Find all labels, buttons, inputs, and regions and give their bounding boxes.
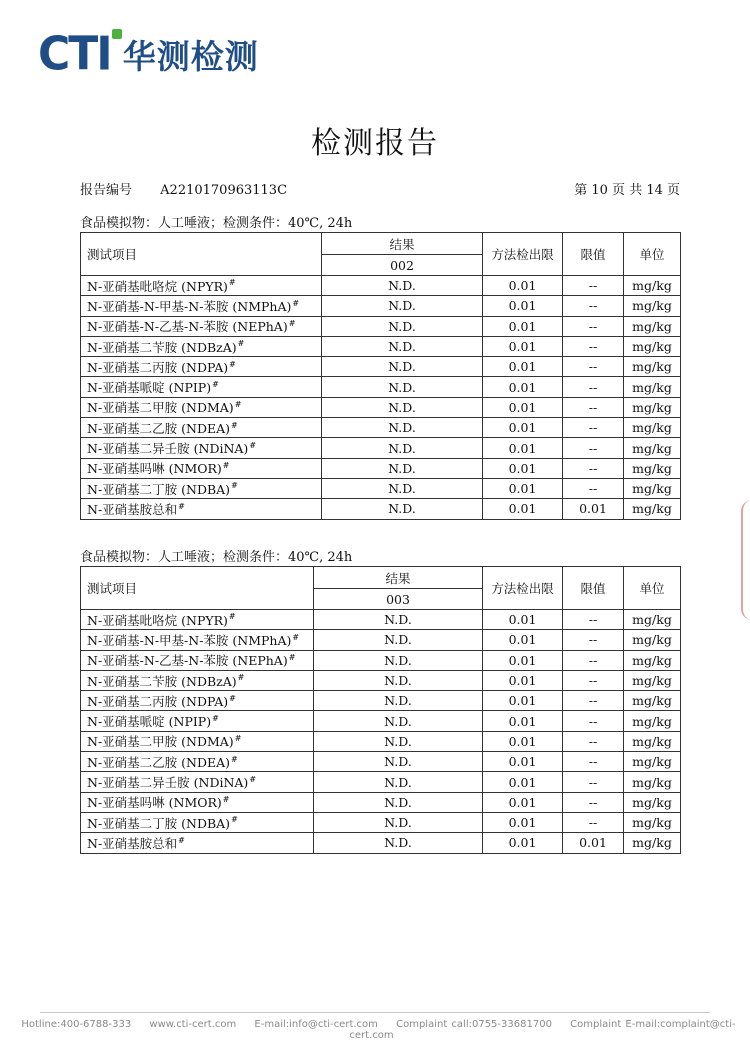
cell-test-item xyxy=(81,772,314,792)
test-item-name: N-亚硝基哌啶 (NPIP) xyxy=(87,714,212,730)
accreditation-mark: # xyxy=(249,774,257,784)
footer-email: E-mail:info@cti-cert.com xyxy=(254,1019,378,1030)
cell-test-item xyxy=(81,691,314,711)
cell-test-item xyxy=(81,397,322,417)
table-row xyxy=(81,357,681,377)
accreditation-mark: # xyxy=(237,339,245,349)
cell-mdl: 0.01 xyxy=(483,731,563,751)
table-row xyxy=(81,316,681,336)
cell-test-item xyxy=(81,336,322,356)
cell-unit: mg/kg xyxy=(624,438,681,458)
results-table-2 xyxy=(80,566,681,854)
cell-limit: -- xyxy=(563,296,624,316)
accreditation-mark: # xyxy=(231,754,238,764)
accreditation-mark: # xyxy=(178,501,185,511)
col-header-item: 测试项目 xyxy=(81,567,314,610)
col-header-sample-id: 002 xyxy=(322,255,483,276)
accreditation-mark: # xyxy=(228,612,236,622)
cell-test-item xyxy=(81,630,314,650)
accreditation-mark: # xyxy=(178,835,185,845)
cell-test-item xyxy=(81,752,314,772)
test-item-name: N-亚硝基胺总和 xyxy=(87,501,178,517)
accreditation-mark: # xyxy=(234,400,242,410)
cell-mdl: 0.01 xyxy=(483,752,563,772)
test-item-name: N-亚硝基二乙胺 (NDEA) xyxy=(87,420,230,436)
cell-unit: mg/kg xyxy=(624,377,681,397)
test-item-name: N-亚硝基二苄胺 (NDBzA) xyxy=(87,339,237,355)
cell-result: N.D. xyxy=(314,833,483,853)
cell-result: N.D. xyxy=(314,772,483,792)
test-item-name: N-亚硝基二苄胺 (NDBzA) xyxy=(87,673,237,689)
cell-mdl: 0.01 xyxy=(483,377,563,397)
cell-result: N.D. xyxy=(314,812,483,832)
page-footer xyxy=(0,1019,750,1041)
test-item-name: N-亚硝基吡咯烷 (NPYR) xyxy=(87,612,228,628)
cell-limit: -- xyxy=(563,336,624,356)
table-body xyxy=(81,276,681,520)
cell-result: N.D. xyxy=(314,731,483,751)
report-meta xyxy=(80,179,680,198)
page-indicator: 第 10 页 共 14 页 xyxy=(574,183,680,198)
cell-test-item xyxy=(81,610,314,630)
table-row xyxy=(81,610,681,630)
col-header-result: 结果 xyxy=(314,567,483,589)
cell-unit: mg/kg xyxy=(624,316,681,336)
col-header-unit: 单位 xyxy=(624,567,681,610)
footer-complaint-email: Complaint E-mail:complaint@cti-cert.com xyxy=(349,1019,736,1041)
cell-limit: -- xyxy=(563,610,624,630)
cell-limit: -- xyxy=(563,418,624,438)
cell-limit: 0.01 xyxy=(563,833,624,853)
cell-result: N.D. xyxy=(314,630,483,650)
cell-test-item xyxy=(81,670,314,690)
cell-unit: mg/kg xyxy=(624,670,681,690)
table-row xyxy=(81,670,681,690)
cell-result: N.D. xyxy=(322,397,483,417)
report-number-label: 报告编号 xyxy=(80,183,133,198)
cell-unit: mg/kg xyxy=(624,276,681,296)
accreditation-mark: # xyxy=(292,298,300,308)
accreditation-mark: # xyxy=(222,461,230,471)
table-row xyxy=(81,397,681,417)
table-row xyxy=(81,731,681,751)
cell-limit: -- xyxy=(563,772,624,792)
test-item-name: N-亚硝基二异壬胺 (NDiNA) xyxy=(87,441,249,457)
cell-mdl: 0.01 xyxy=(483,499,563,519)
cell-test-item xyxy=(81,458,322,478)
table-body xyxy=(81,610,681,854)
cell-test-item xyxy=(81,296,322,316)
cell-result: N.D. xyxy=(314,691,483,711)
table-row xyxy=(81,812,681,832)
logo-green-dot-icon xyxy=(112,29,122,39)
accreditation-mark: # xyxy=(229,693,236,703)
cell-test-item xyxy=(81,812,314,832)
cell-test-item xyxy=(81,833,314,853)
cell-limit: -- xyxy=(563,630,624,650)
cell-unit: mg/kg xyxy=(624,650,681,670)
accreditation-mark: # xyxy=(288,653,296,663)
table-row xyxy=(81,630,681,650)
cell-result: N.D. xyxy=(314,792,483,812)
test-item-name: N-亚硝基-N-乙基-N-苯胺 (NEPhA) xyxy=(87,653,288,669)
cell-test-item xyxy=(81,377,322,397)
table-row xyxy=(81,772,681,792)
cell-unit: mg/kg xyxy=(624,418,681,438)
cell-mdl: 0.01 xyxy=(483,630,563,650)
test-item-name: N-亚硝基二丙胺 (NDPA) xyxy=(87,359,229,375)
table-row xyxy=(81,336,681,356)
col-header-limit: 限值 xyxy=(563,233,624,276)
table-row xyxy=(81,418,681,438)
cell-unit: mg/kg xyxy=(624,792,681,812)
cell-unit: mg/kg xyxy=(624,833,681,853)
cell-result: N.D. xyxy=(322,418,483,438)
cell-mdl: 0.01 xyxy=(483,772,563,792)
table-2-caption: 食品模拟物：人工唾液；检测条件：40℃, 24h xyxy=(80,550,353,565)
logo-chinese-text: 华测检测 xyxy=(122,36,259,76)
col-header-mdl: 方法检出限 xyxy=(483,233,563,276)
cell-mdl: 0.01 xyxy=(483,316,563,336)
page-title: 检测报告 xyxy=(311,126,439,161)
table-row xyxy=(81,276,681,296)
cell-test-item xyxy=(81,650,314,670)
cell-unit: mg/kg xyxy=(624,478,681,498)
accreditation-mark: # xyxy=(231,420,238,430)
cell-limit: -- xyxy=(563,478,624,498)
test-item-name: N-亚硝基-N-甲基-N-苯胺 (NMPhA) xyxy=(87,298,292,314)
cell-mdl: 0.01 xyxy=(483,418,563,438)
footer-website: www.cti-cert.com xyxy=(149,1019,237,1030)
red-seal-stamp-edge xyxy=(741,500,750,620)
cell-mdl: 0.01 xyxy=(483,691,563,711)
cell-result: N.D. xyxy=(314,650,483,670)
cell-mdl: 0.01 xyxy=(483,711,563,731)
test-item-name: N-亚硝基胺总和 xyxy=(87,835,178,851)
cell-mdl: 0.01 xyxy=(483,670,563,690)
cell-test-item xyxy=(81,499,322,519)
test-item-name: N-亚硝基二异壬胺 (NDiNA) xyxy=(87,775,249,791)
table-row xyxy=(81,691,681,711)
footer-complaint-call: Complaint call:0755-33681700 xyxy=(396,1019,552,1030)
cell-result: N.D. xyxy=(322,499,483,519)
cell-limit: -- xyxy=(563,691,624,711)
table-row xyxy=(81,833,681,853)
cell-test-item xyxy=(81,276,322,296)
table-row xyxy=(81,499,681,519)
cell-mdl: 0.01 xyxy=(483,438,563,458)
accreditation-mark: # xyxy=(288,319,296,329)
cell-result: N.D. xyxy=(322,357,483,377)
cell-result: N.D. xyxy=(314,610,483,630)
cell-mdl: 0.01 xyxy=(483,610,563,630)
cell-limit: -- xyxy=(563,752,624,772)
test-item-name: N-亚硝基二丙胺 (NDPA) xyxy=(87,693,229,709)
test-item-name: N-亚硝基吗啉 (NMOR) xyxy=(87,795,222,811)
cell-test-item xyxy=(81,418,322,438)
cell-mdl: 0.01 xyxy=(483,458,563,478)
accreditation-mark: # xyxy=(212,713,219,723)
cell-mdl: 0.01 xyxy=(483,812,563,832)
cell-unit: mg/kg xyxy=(624,336,681,356)
cell-mdl: 0.01 xyxy=(483,276,563,296)
footer-hotline: Hotline:400-6788-333 xyxy=(21,1019,132,1030)
cell-limit: -- xyxy=(563,711,624,731)
cell-unit: mg/kg xyxy=(624,397,681,417)
footer-divider xyxy=(40,1012,710,1013)
accreditation-mark: # xyxy=(229,359,236,369)
cell-result: N.D. xyxy=(322,276,483,296)
cell-unit: mg/kg xyxy=(624,610,681,630)
cell-mdl: 0.01 xyxy=(483,792,563,812)
col-header-result: 结果 xyxy=(322,233,483,255)
cell-limit: -- xyxy=(563,650,624,670)
cell-unit: mg/kg xyxy=(624,296,681,316)
cell-unit: mg/kg xyxy=(624,458,681,478)
table-1-caption: 食品模拟物：人工唾液；检测条件：40℃, 24h xyxy=(80,216,353,231)
cell-result: N.D. xyxy=(322,296,483,316)
accreditation-mark: # xyxy=(228,278,236,288)
cell-limit: 0.01 xyxy=(563,499,624,519)
table-row xyxy=(81,478,681,498)
table-row xyxy=(81,650,681,670)
cell-unit: mg/kg xyxy=(624,691,681,711)
logo-cti-text: CTI xyxy=(38,27,111,81)
test-item-name: N-亚硝基-N-乙基-N-苯胺 (NEPhA) xyxy=(87,319,288,335)
col-header-limit: 限值 xyxy=(563,567,624,610)
table-row xyxy=(81,458,681,478)
cell-mdl: 0.01 xyxy=(483,397,563,417)
col-header-sample-id: 003 xyxy=(314,589,483,610)
cell-unit: mg/kg xyxy=(624,752,681,772)
accreditation-mark: # xyxy=(292,632,300,642)
cell-mdl: 0.01 xyxy=(483,650,563,670)
test-item-name: N-亚硝基二甲胺 (NDMA) xyxy=(87,400,234,416)
table-row xyxy=(81,296,681,316)
test-item-name: N-亚硝基二丁胺 (NDBA) xyxy=(87,815,231,831)
cell-limit: -- xyxy=(563,458,624,478)
cell-test-item xyxy=(81,731,314,751)
cell-mdl: 0.01 xyxy=(483,336,563,356)
table-row xyxy=(81,752,681,772)
cell-limit: -- xyxy=(563,276,624,296)
cell-limit: -- xyxy=(563,731,624,751)
cell-test-item xyxy=(81,316,322,336)
test-item-name: N-亚硝基吗啉 (NMOR) xyxy=(87,461,222,477)
table-row xyxy=(81,711,681,731)
company-logo xyxy=(38,27,259,81)
report-number-value: A2210170963113C xyxy=(160,183,288,198)
cell-test-item xyxy=(81,792,314,812)
cell-unit: mg/kg xyxy=(624,812,681,832)
cell-test-item xyxy=(81,711,314,731)
test-item-name: N-亚硝基二乙胺 (NDEA) xyxy=(87,754,230,770)
cell-mdl: 0.01 xyxy=(483,478,563,498)
cell-test-item xyxy=(81,438,322,458)
cell-unit: mg/kg xyxy=(624,499,681,519)
cell-limit: -- xyxy=(563,438,624,458)
cell-unit: mg/kg xyxy=(624,711,681,731)
cell-result: N.D. xyxy=(314,752,483,772)
col-header-unit: 单位 xyxy=(624,233,681,276)
cell-unit: mg/kg xyxy=(624,731,681,751)
cell-test-item xyxy=(81,357,322,377)
cell-limit: -- xyxy=(563,792,624,812)
cell-mdl: 0.01 xyxy=(483,833,563,853)
table-row xyxy=(81,377,681,397)
cell-unit: mg/kg xyxy=(624,772,681,792)
cell-limit: -- xyxy=(563,377,624,397)
accreditation-mark: # xyxy=(222,795,230,805)
cell-limit: -- xyxy=(563,397,624,417)
report-number xyxy=(80,179,287,198)
test-item-name: N-亚硝基哌啶 (NPIP) xyxy=(87,380,212,396)
test-item-name: N-亚硝基二丁胺 (NDBA) xyxy=(87,481,231,497)
col-header-item: 测试项目 xyxy=(81,233,322,276)
cell-limit: -- xyxy=(563,670,624,690)
cell-unit: mg/kg xyxy=(624,357,681,377)
cell-result: N.D. xyxy=(314,711,483,731)
cell-limit: -- xyxy=(563,316,624,336)
cell-result: N.D. xyxy=(322,336,483,356)
cell-result: N.D. xyxy=(314,670,483,690)
accreditation-mark: # xyxy=(237,673,245,683)
table-row xyxy=(81,438,681,458)
results-table-1 xyxy=(80,232,681,520)
cell-limit: -- xyxy=(563,357,624,377)
test-item-name: N-亚硝基二甲胺 (NDMA) xyxy=(87,734,234,750)
accreditation-mark: # xyxy=(231,815,238,825)
cell-result: N.D. xyxy=(322,316,483,336)
cell-result: N.D. xyxy=(322,478,483,498)
accreditation-mark: # xyxy=(212,379,219,389)
accreditation-mark: # xyxy=(249,440,257,450)
cell-result: N.D. xyxy=(322,458,483,478)
test-item-name: N-亚硝基吡咯烷 (NPYR) xyxy=(87,278,228,294)
col-header-mdl: 方法检出限 xyxy=(483,567,563,610)
cell-result: N.D. xyxy=(322,377,483,397)
cell-unit: mg/kg xyxy=(624,630,681,650)
cell-test-item xyxy=(81,478,322,498)
accreditation-mark: # xyxy=(231,481,238,491)
cell-limit: -- xyxy=(563,812,624,832)
accreditation-mark: # xyxy=(234,734,242,744)
table-row xyxy=(81,792,681,812)
cell-result: N.D. xyxy=(322,438,483,458)
cell-mdl: 0.01 xyxy=(483,296,563,316)
cell-mdl: 0.01 xyxy=(483,357,563,377)
test-item-name: N-亚硝基-N-甲基-N-苯胺 (NMPhA) xyxy=(87,632,292,648)
